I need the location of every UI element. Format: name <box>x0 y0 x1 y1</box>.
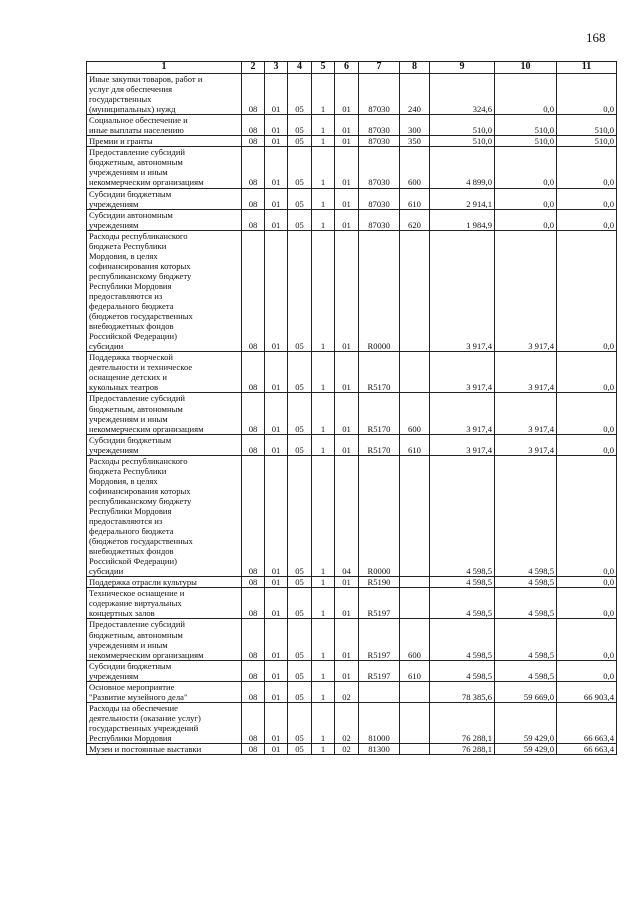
amount-year-2-cell: 3 917,4 <box>495 230 557 352</box>
table-header-row <box>87 62 617 74</box>
expense-type-cell: 300 <box>400 115 430 136</box>
subsection-code-cell: 01 <box>265 74 288 115</box>
program-code-cell: 05 <box>288 702 312 743</box>
subsection-code-cell: 01 <box>265 455 288 577</box>
amount-year-2-cell: 59 429,0 <box>495 702 557 743</box>
column-header: 4 <box>288 62 312 74</box>
event-code-cell: 01 <box>335 230 359 352</box>
subsection-code-cell: 01 <box>265 660 288 681</box>
amount-year-1-cell: 76 288,1 <box>430 702 495 743</box>
subprogram-code-cell: 1 <box>312 434 335 455</box>
row-name-cell: Предоставление субсидий бюджетным, автономным учреждениям и иным некоммерческим организациям <box>87 147 242 188</box>
column-header: 8 <box>400 62 430 74</box>
column-header: 3 <box>265 62 288 74</box>
row-name-cell: Основное мероприятие "Развитие музейного дела" <box>87 681 242 702</box>
amount-year-1-cell: 2 914,1 <box>430 188 495 209</box>
event-code-cell: 01 <box>335 434 359 455</box>
amount-year-1-cell: 1 984,9 <box>430 209 495 230</box>
event-code-cell: 01 <box>335 619 359 660</box>
program-code-cell: 05 <box>288 147 312 188</box>
subprogram-code-cell: 1 <box>312 230 335 352</box>
row-name-cell: Субсидии бюджетным учреждениям <box>87 434 242 455</box>
expense-type-cell <box>400 588 430 619</box>
amount-year-2-cell: 3 917,4 <box>495 393 557 434</box>
table-row <box>87 660 617 681</box>
amount-year-1-cell: 4 598,5 <box>430 455 495 577</box>
table-row <box>87 577 617 588</box>
row-name-cell: Предоставление субсидий бюджетным, автономным учреждениям и иным некоммерческим организациям <box>87 393 242 434</box>
page-number: 168 <box>586 30 606 45</box>
amount-year-2-cell: 0,0 <box>495 209 557 230</box>
amount-year-3-cell: 0,0 <box>557 588 617 619</box>
table-body <box>87 74 617 755</box>
table-row <box>87 702 617 743</box>
amount-year-1-cell: 510,0 <box>430 136 495 147</box>
column-header: 10 <box>495 62 557 74</box>
column-header: 1 <box>87 62 242 74</box>
amount-year-1-cell: 4 899,0 <box>430 147 495 188</box>
program-code-cell: 05 <box>288 660 312 681</box>
event-code-cell: 01 <box>335 577 359 588</box>
amount-year-2-cell: 59 669,0 <box>495 681 557 702</box>
program-code-cell: 05 <box>288 209 312 230</box>
amount-year-2-cell: 4 598,5 <box>495 588 557 619</box>
program-code-cell: 05 <box>288 115 312 136</box>
program-code-cell: 05 <box>288 230 312 352</box>
expense-type-cell <box>400 702 430 743</box>
section-code-cell: 08 <box>242 230 265 352</box>
event-code-cell: 02 <box>335 681 359 702</box>
amount-year-3-cell: 0,0 <box>557 147 617 188</box>
subsection-code-cell: 01 <box>265 209 288 230</box>
subsection-code-cell: 01 <box>265 136 288 147</box>
subsection-code-cell: 01 <box>265 147 288 188</box>
expense-type-cell: 350 <box>400 136 430 147</box>
event-code-cell: 02 <box>335 702 359 743</box>
expense-type-cell <box>400 352 430 393</box>
event-code-cell: 01 <box>335 74 359 115</box>
row-name-cell: Социальное обеспечение и иные выплаты населению <box>87 115 242 136</box>
program-code-cell: 05 <box>288 619 312 660</box>
expense-type-cell: 240 <box>400 74 430 115</box>
amount-year-2-cell: 4 598,5 <box>495 660 557 681</box>
expense-type-cell: 600 <box>400 619 430 660</box>
section-code-cell: 08 <box>242 619 265 660</box>
direction-code-cell: 87030 <box>359 136 400 147</box>
amount-year-2-cell: 59 429,0 <box>495 744 557 755</box>
program-code-cell: 05 <box>288 577 312 588</box>
amount-year-3-cell: 66 663,4 <box>557 702 617 743</box>
amount-year-3-cell: 0,0 <box>557 434 617 455</box>
section-code-cell: 08 <box>242 393 265 434</box>
amount-year-1-cell: 76 288,1 <box>430 744 495 755</box>
direction-code-cell: 81300 <box>359 744 400 755</box>
row-name-cell: Музеи и постоянные выставки <box>87 744 242 755</box>
amount-year-2-cell: 0,0 <box>495 188 557 209</box>
subsection-code-cell: 01 <box>265 702 288 743</box>
amount-year-3-cell: 510,0 <box>557 115 617 136</box>
event-code-cell: 01 <box>335 352 359 393</box>
subsection-code-cell: 01 <box>265 115 288 136</box>
subprogram-code-cell: 1 <box>312 702 335 743</box>
table-row <box>87 230 617 352</box>
subprogram-code-cell: 1 <box>312 681 335 702</box>
table-row <box>87 681 617 702</box>
column-header: 6 <box>335 62 359 74</box>
amount-year-1-cell: 4 598,5 <box>430 660 495 681</box>
section-code-cell: 08 <box>242 188 265 209</box>
direction-code-cell <box>359 681 400 702</box>
amount-year-1-cell: 4 598,5 <box>430 577 495 588</box>
amount-year-3-cell: 0,0 <box>557 74 617 115</box>
table-row <box>87 209 617 230</box>
section-code-cell: 08 <box>242 455 265 577</box>
table-row <box>87 393 617 434</box>
amount-year-1-cell: 3 917,4 <box>430 393 495 434</box>
expense-type-cell: 620 <box>400 209 430 230</box>
expense-type-cell <box>400 744 430 755</box>
row-name-cell: Иные закупки товаров, работ и услуг для обеспечения государственных (муниципальных) нужд <box>87 74 242 115</box>
amount-year-2-cell: 4 598,5 <box>495 455 557 577</box>
row-name-cell: Премии и гранты <box>87 136 242 147</box>
subprogram-code-cell: 1 <box>312 352 335 393</box>
column-header: 2 <box>242 62 265 74</box>
direction-code-cell: R5170 <box>359 352 400 393</box>
direction-code-cell: R5170 <box>359 393 400 434</box>
row-name-cell: Субсидии бюджетным учреждениям <box>87 660 242 681</box>
expense-type-cell: 600 <box>400 393 430 434</box>
amount-year-3-cell: 0,0 <box>557 577 617 588</box>
subprogram-code-cell: 1 <box>312 577 335 588</box>
row-name-cell: Субсидии бюджетным учреждениям <box>87 188 242 209</box>
program-code-cell: 05 <box>288 681 312 702</box>
direction-code-cell: R5197 <box>359 619 400 660</box>
amount-year-3-cell: 0,0 <box>557 352 617 393</box>
amount-year-3-cell: 0,0 <box>557 393 617 434</box>
amount-year-3-cell: 0,0 <box>557 619 617 660</box>
amount-year-3-cell: 66 663,4 <box>557 744 617 755</box>
table-row <box>87 188 617 209</box>
amount-year-1-cell: 3 917,4 <box>430 434 495 455</box>
section-code-cell: 08 <box>242 660 265 681</box>
subprogram-code-cell: 1 <box>312 74 335 115</box>
amount-year-1-cell: 510,0 <box>430 115 495 136</box>
amount-year-3-cell: 66 903,4 <box>557 681 617 702</box>
amount-year-1-cell: 4 598,5 <box>430 619 495 660</box>
subsection-code-cell: 01 <box>265 393 288 434</box>
table-row <box>87 136 617 147</box>
row-name-cell: Поддержка творческой деятельности и техническое оснащение детских и кукольных театров <box>87 352 242 393</box>
table-row <box>87 147 617 188</box>
amount-year-2-cell: 0,0 <box>495 147 557 188</box>
amount-year-2-cell: 0,0 <box>495 74 557 115</box>
subsection-code-cell: 01 <box>265 681 288 702</box>
program-code-cell: 05 <box>288 136 312 147</box>
budget-table <box>86 61 617 755</box>
amount-year-3-cell: 510,0 <box>557 136 617 147</box>
program-code-cell: 05 <box>288 352 312 393</box>
table-row <box>87 352 617 393</box>
column-header: 9 <box>430 62 495 74</box>
section-code-cell: 08 <box>242 147 265 188</box>
direction-code-cell: R5170 <box>359 434 400 455</box>
amount-year-2-cell: 3 917,4 <box>495 352 557 393</box>
direction-code-cell: 87030 <box>359 74 400 115</box>
column-header: 11 <box>557 62 617 74</box>
event-code-cell: 01 <box>335 393 359 434</box>
section-code-cell: 08 <box>242 74 265 115</box>
section-code-cell: 08 <box>242 115 265 136</box>
subprogram-code-cell: 1 <box>312 393 335 434</box>
table-row <box>87 115 617 136</box>
amount-year-2-cell: 510,0 <box>495 136 557 147</box>
expense-type-cell: 610 <box>400 434 430 455</box>
amount-year-1-cell: 4 598,5 <box>430 588 495 619</box>
amount-year-1-cell: 324,6 <box>430 74 495 115</box>
event-code-cell: 01 <box>335 115 359 136</box>
amount-year-1-cell: 3 917,4 <box>430 352 495 393</box>
expense-type-cell <box>400 230 430 352</box>
event-code-cell: 01 <box>335 188 359 209</box>
amount-year-3-cell: 0,0 <box>557 188 617 209</box>
subprogram-code-cell: 1 <box>312 744 335 755</box>
section-code-cell: 08 <box>242 434 265 455</box>
subsection-code-cell: 01 <box>265 434 288 455</box>
amount-year-2-cell: 4 598,5 <box>495 619 557 660</box>
table-row <box>87 619 617 660</box>
subprogram-code-cell: 1 <box>312 115 335 136</box>
section-code-cell: 08 <box>242 136 265 147</box>
amount-year-3-cell: 0,0 <box>557 230 617 352</box>
subprogram-code-cell: 1 <box>312 455 335 577</box>
subprogram-code-cell: 1 <box>312 188 335 209</box>
section-code-cell: 08 <box>242 209 265 230</box>
direction-code-cell: R0000 <box>359 455 400 577</box>
direction-code-cell: R0000 <box>359 230 400 352</box>
row-name-cell: Расходы республиканского бюджета Республики Мордовия, в целях софинансирования которых республиканскому бюджету Республики Мордовия предоставляются из федерального бюджета (бюджетов государственных внебюджетных фондов Российской Федерации) субсидии <box>87 455 242 577</box>
subsection-code-cell: 01 <box>265 188 288 209</box>
amount-year-2-cell: 510,0 <box>495 115 557 136</box>
subprogram-code-cell: 1 <box>312 619 335 660</box>
subprogram-code-cell: 1 <box>312 147 335 188</box>
program-code-cell: 05 <box>288 74 312 115</box>
direction-code-cell: 87030 <box>359 209 400 230</box>
section-code-cell: 08 <box>242 577 265 588</box>
expense-type-cell: 610 <box>400 660 430 681</box>
row-name-cell: Поддержка отрасли культуры <box>87 577 242 588</box>
subsection-code-cell: 01 <box>265 577 288 588</box>
program-code-cell: 05 <box>288 588 312 619</box>
amount-year-1-cell: 3 917,4 <box>430 230 495 352</box>
amount-year-2-cell: 3 917,4 <box>495 434 557 455</box>
amount-year-3-cell: 0,0 <box>557 209 617 230</box>
program-code-cell: 05 <box>288 455 312 577</box>
subsection-code-cell: 01 <box>265 744 288 755</box>
event-code-cell: 01 <box>335 660 359 681</box>
event-code-cell: 04 <box>335 455 359 577</box>
amount-year-3-cell: 0,0 <box>557 455 617 577</box>
amount-year-2-cell: 4 598,5 <box>495 577 557 588</box>
event-code-cell: 01 <box>335 136 359 147</box>
direction-code-cell: R5197 <box>359 588 400 619</box>
subprogram-code-cell: 1 <box>312 660 335 681</box>
table-row <box>87 74 617 115</box>
amount-year-1-cell: 78 385,6 <box>430 681 495 702</box>
table-row <box>87 434 617 455</box>
table-row <box>87 588 617 619</box>
expense-type-cell: 610 <box>400 188 430 209</box>
row-name-cell: Расходы республиканского бюджета Республики Мордовия, в целях софинансирования которых республиканскому бюджету Республики Мордовия предоставляются из федерального бюджета (бюджетов государственных внебюджетных фондов Российской Федерации) субсидии <box>87 230 242 352</box>
section-code-cell: 08 <box>242 352 265 393</box>
subsection-code-cell: 01 <box>265 588 288 619</box>
direction-code-cell: 81000 <box>359 702 400 743</box>
direction-code-cell: R5190 <box>359 577 400 588</box>
column-header: 7 <box>359 62 400 74</box>
event-code-cell: 01 <box>335 209 359 230</box>
event-code-cell: 02 <box>335 744 359 755</box>
amount-year-3-cell: 0,0 <box>557 660 617 681</box>
expense-type-cell: 600 <box>400 147 430 188</box>
section-code-cell: 08 <box>242 702 265 743</box>
subprogram-code-cell: 1 <box>312 588 335 619</box>
program-code-cell: 05 <box>288 188 312 209</box>
row-name-cell: Предоставление субсидий бюджетным, автономным учреждениям и иным некоммерческим организациям <box>87 619 242 660</box>
event-code-cell: 01 <box>335 588 359 619</box>
subprogram-code-cell: 1 <box>312 136 335 147</box>
table-row <box>87 744 617 755</box>
direction-code-cell: 87030 <box>359 147 400 188</box>
direction-code-cell: R5197 <box>359 660 400 681</box>
row-name-cell: Субсидии автономным учреждениям <box>87 209 242 230</box>
expense-type-cell <box>400 455 430 577</box>
subsection-code-cell: 01 <box>265 352 288 393</box>
program-code-cell: 05 <box>288 393 312 434</box>
expense-type-cell <box>400 577 430 588</box>
subsection-code-cell: 01 <box>265 230 288 352</box>
column-header: 5 <box>312 62 335 74</box>
row-name-cell: Техническое оснащение и содержание виртуальных концертных залов <box>87 588 242 619</box>
direction-code-cell: 87030 <box>359 188 400 209</box>
expense-type-cell <box>400 681 430 702</box>
program-code-cell: 05 <box>288 434 312 455</box>
section-code-cell: 08 <box>242 588 265 619</box>
table-row <box>87 455 617 577</box>
direction-code-cell: 87030 <box>359 115 400 136</box>
row-name-cell: Расходы на обеспечение деятельности (оказание услуг) государственных учреждений Республики Мордовия <box>87 702 242 743</box>
subsection-code-cell: 01 <box>265 619 288 660</box>
program-code-cell: 05 <box>288 744 312 755</box>
section-code-cell: 08 <box>242 681 265 702</box>
event-code-cell: 01 <box>335 147 359 188</box>
subprogram-code-cell: 1 <box>312 209 335 230</box>
section-code-cell: 08 <box>242 744 265 755</box>
